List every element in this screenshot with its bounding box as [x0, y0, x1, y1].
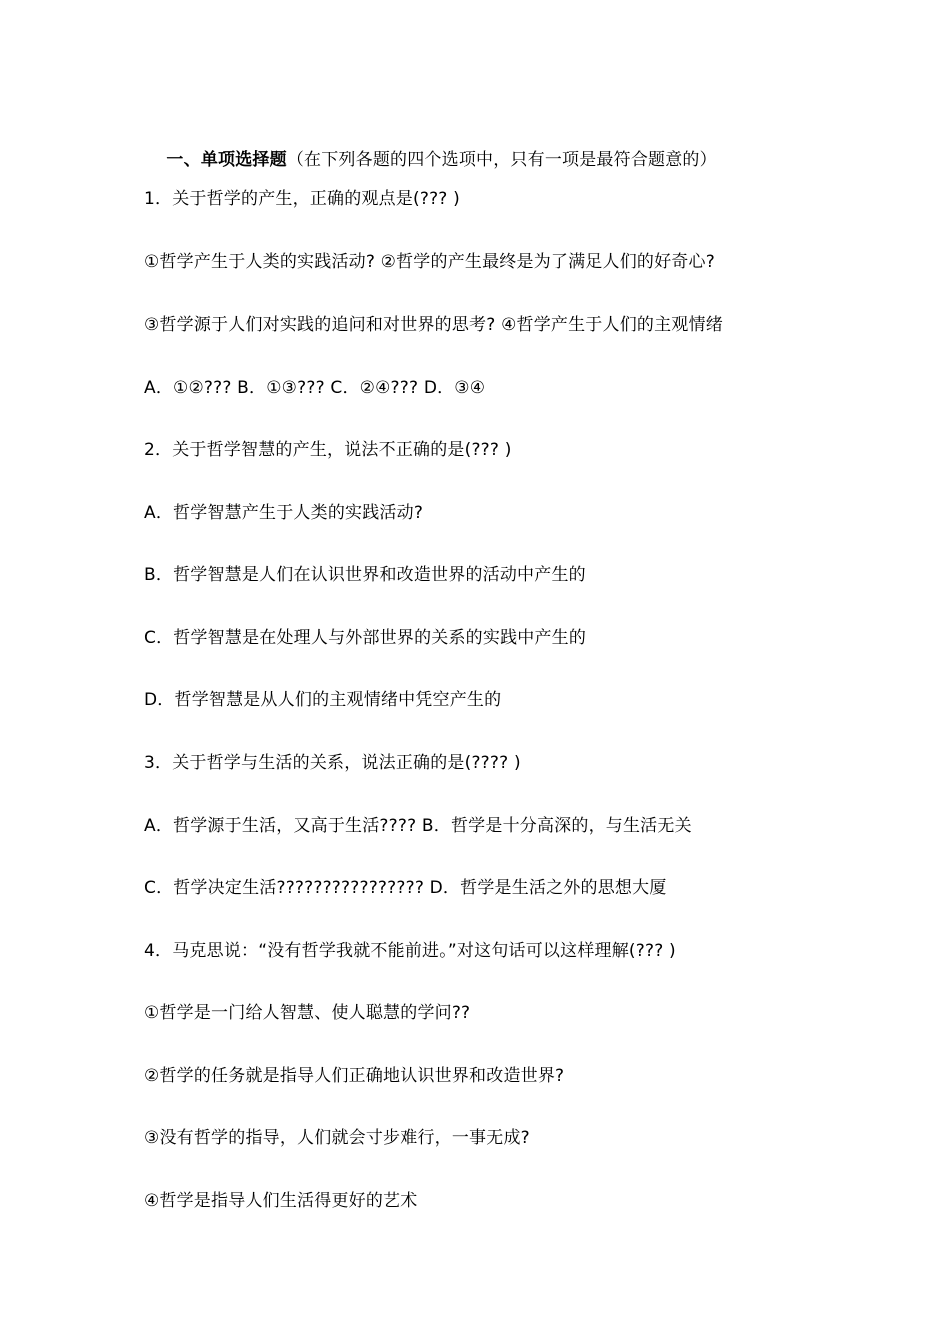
question-1-statements-1-2: ①哲学产生于人类的实践活动? ②哲学的产生最终是为了满足人们的好奇心?: [144, 252, 715, 272]
question-2-option-c: C．哲学智慧是在处理人与外部世界的关系的实践中产生的: [144, 628, 587, 648]
question-1-options: A．①②??? B．①③??? C．②④??? D．③④: [144, 378, 486, 398]
question-4-statement-3: ③没有哲学的指导，人们就会寸步难行，一事无成?: [144, 1128, 530, 1148]
question-2-stem: 2．关于哲学智慧的产生，说法不正确的是(??? ): [144, 440, 512, 460]
question-1-statements-3-4: ③哲学源于人们对实践的追问和对世界的思考? ④哲学产生于人们的主观情绪: [144, 315, 723, 335]
question-4-stem: 4．马克思说：“没有哲学我就不能前进。”对这句话可以这样理解(??? ): [144, 941, 676, 961]
question-4-statement-1: ①哲学是一门给人智慧、使人聪慧的学问??: [144, 1003, 471, 1023]
question-2-option-b: B．哲学智慧是人们在认识世界和改造世界的活动中产生的: [144, 565, 586, 585]
section-heading-title: 一、单项选择题: [166, 150, 287, 170]
question-2-option-a: A．哲学智慧产生于人类的实践活动?: [144, 503, 424, 523]
question-3-options-a-b: A．哲学源于生活，又高于生活???? B．哲学是十分高深的，与生活无关: [144, 816, 692, 836]
section-heading-note: （在下列各题的四个选项中，只有一项是最符合题意的）: [286, 150, 717, 170]
question-1-stem: 1．关于哲学的产生，正确的观点是(??? ): [144, 189, 460, 209]
question-3-stem: 3．关于哲学与生活的关系，说法正确的是(???? ): [144, 753, 521, 773]
section-heading: [144, 124, 924, 196]
question-4-statement-4: ④哲学是指导人们生活得更好的艺术: [144, 1191, 418, 1211]
question-4-statement-2: ②哲学的任务就是指导人们正确地认识世界和改造世界?: [144, 1066, 565, 1086]
question-2-option-d: D．哲学智慧是从人们的主观情绪中凭空产生的: [144, 690, 502, 710]
question-3-options-c-d: C．哲学决定生活???????????????? D．哲学是生活之外的思想大厦: [144, 878, 667, 898]
